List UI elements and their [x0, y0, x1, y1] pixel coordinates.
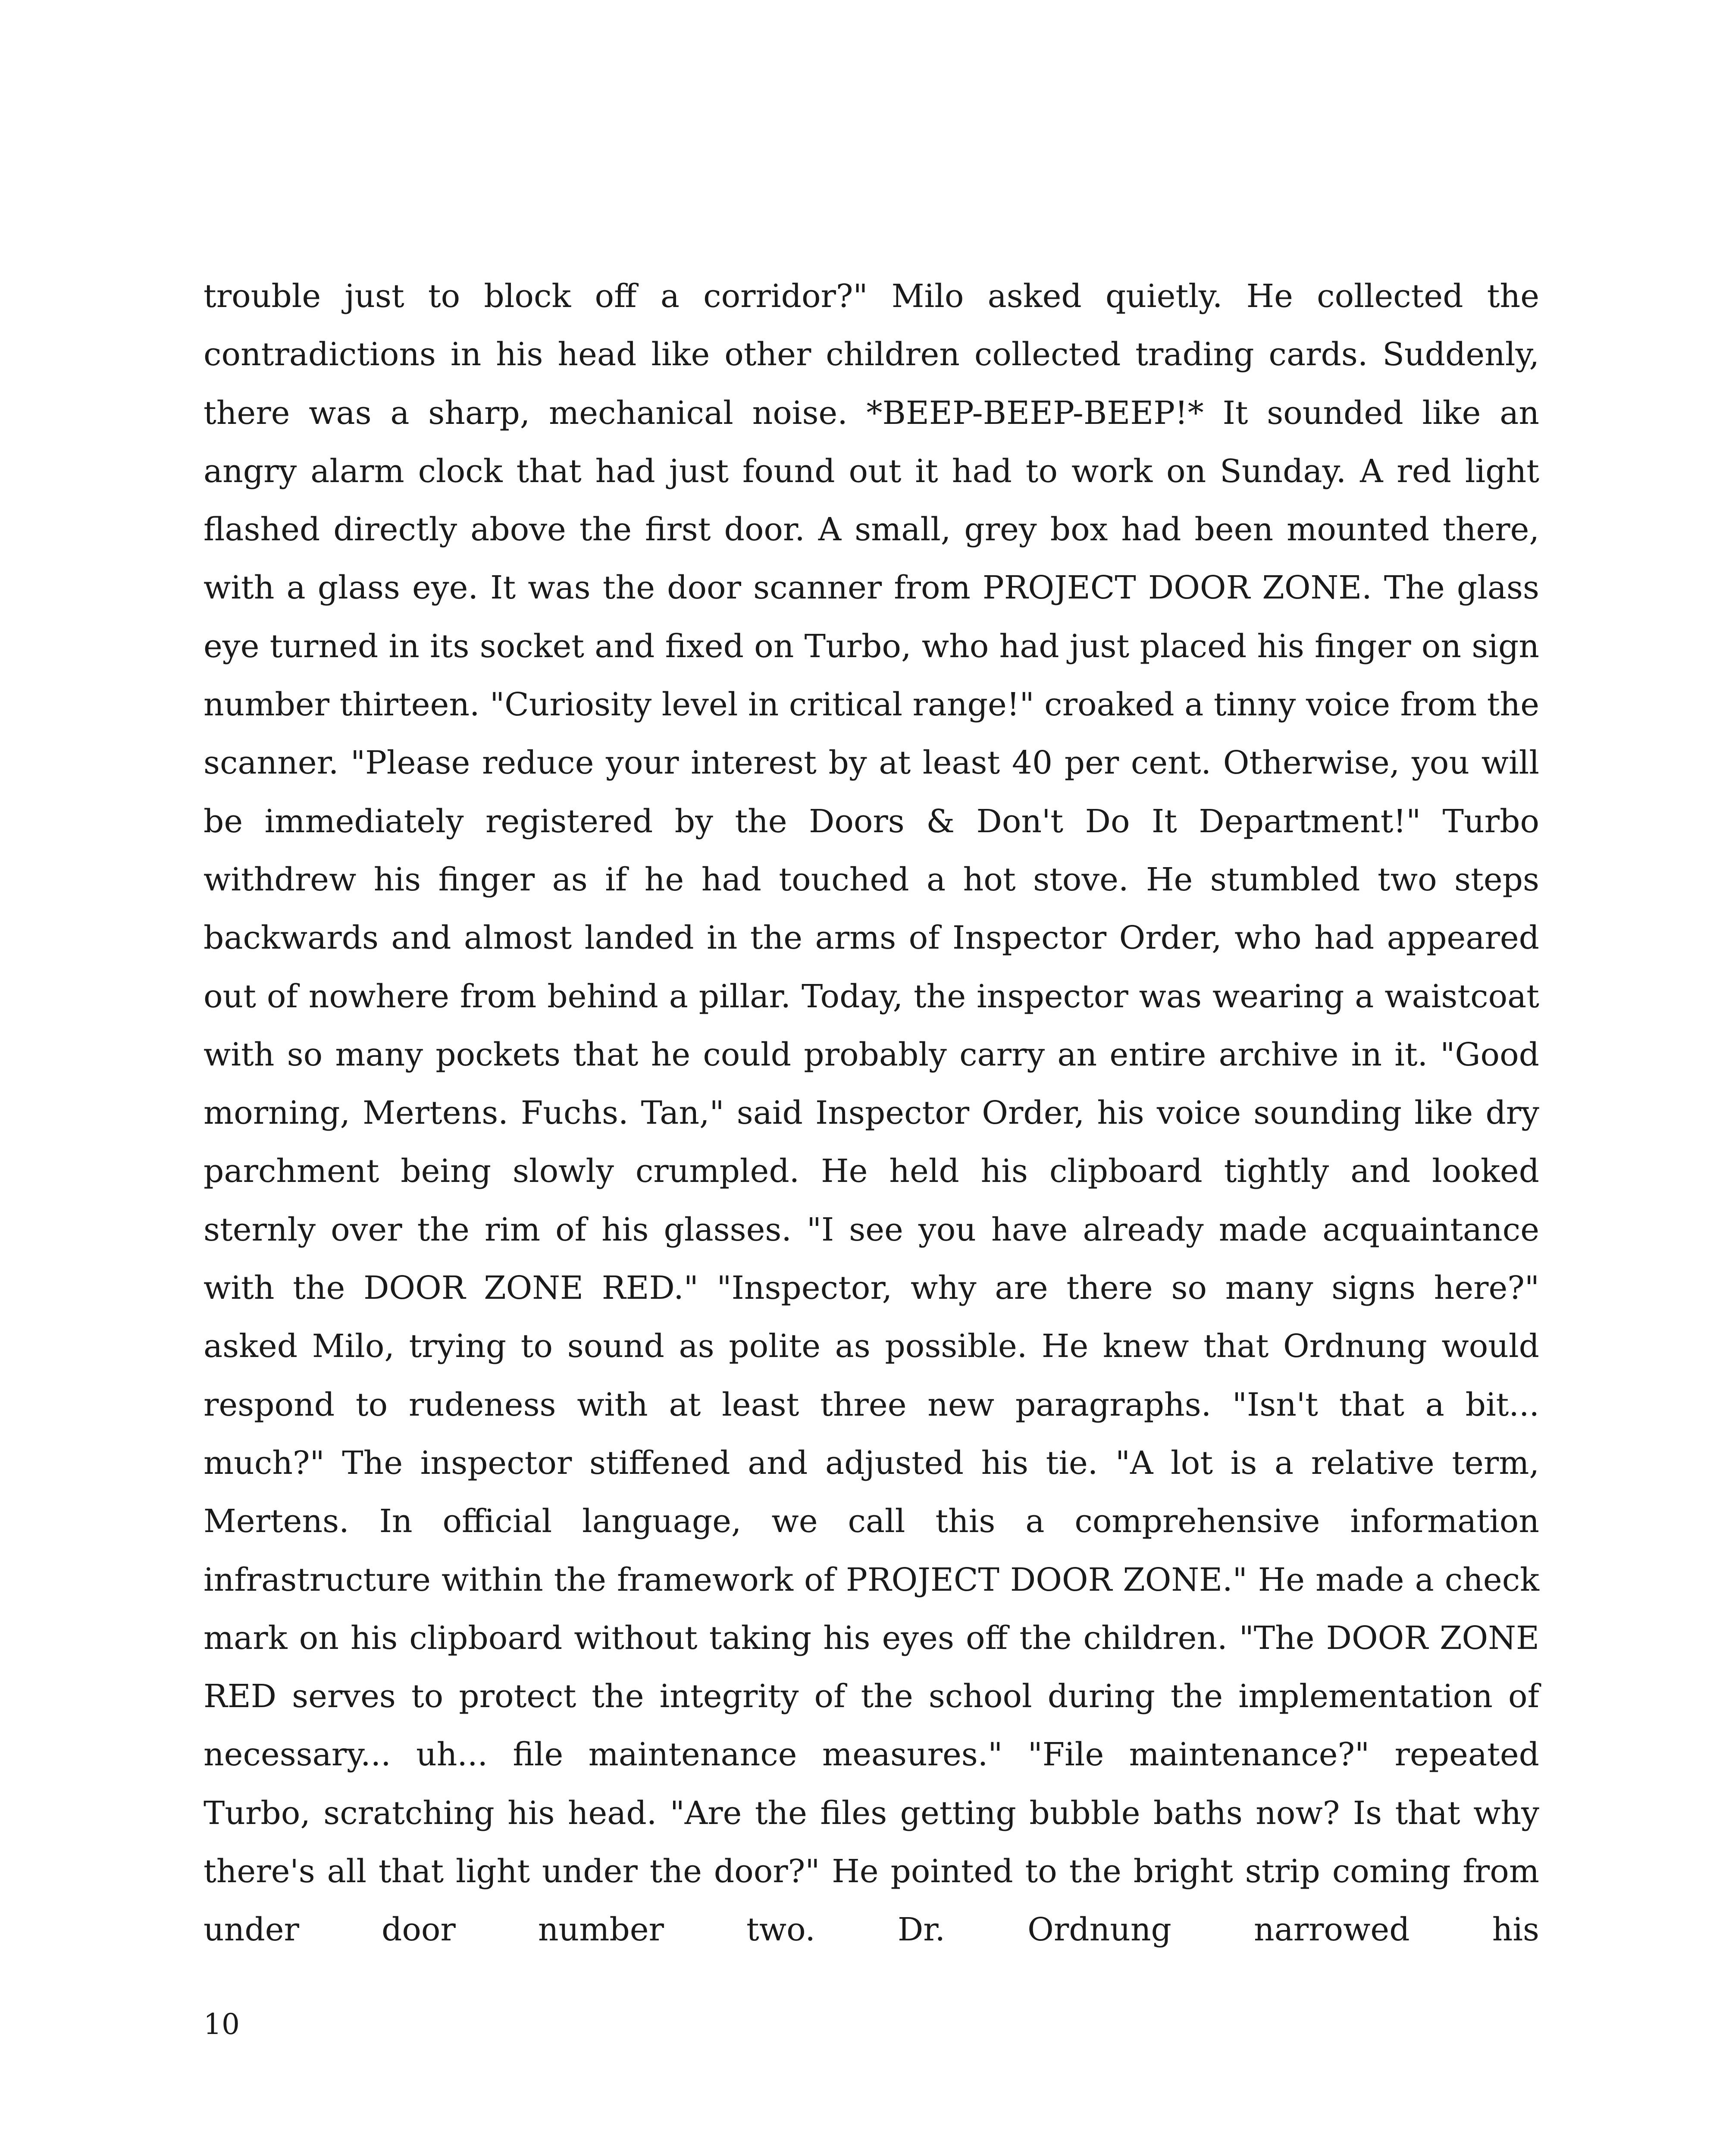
page-number: 10 — [204, 2008, 240, 2041]
body-paragraph: trouble just to block off a corridor?" Milo asked quietly. He collected the contradictions in his head like other children collected trading cards. Suddenly, there was a sharp, mechanical noise. *BEEP-BEEP-BEEP!* It sounded like an angry alarm clock that had just found out it had to work on Sunday. A red light flashed directly above the first door. A small, grey box had been mounted there, with a glass eye. It was the door scanner from PROJECT DOOR ZONE. The glass eye turned in its socket and fixed on Turbo, who had just placed his finger on sign number thirteen. "Curiosity level in critical range!" croaked a tinny voice from the scanner. "Please reduce your interest by at least 40 per cent. Otherwise, you will be immediately registered by the Doors & Don't Do It Department!" Turbo withdrew his finger as if he had touched a hot stove. He stumbled two steps backwards and almost landed in the arms of Inspector Order, who had appeared out of nowhere from behind a pillar. Today, the inspector was wearing a waistcoat with so many pockets that he could probably carry an entire archive in it. "Good morning, Mertens. Fuchs. Tan," said Inspector Order, his voice sounding like dry parchment being slowly crumpled. He held his clipboard tightly and looked sternly over the rim of his glasses. "I see you have already made acquaintance with the DOOR ZONE RED." "Inspector, why are there so many signs here?" asked Milo, trying to sound as polite as possible. He knew that Ordnung would respond to rudeness with at least three new paragraphs. "Isn't that a bit... much?" The inspector stiffened and adjusted his tie. "A lot is a relative term, Mertens. In official language, we call this a comprehensive information infrastructure within the framework of PROJECT DOOR ZONE." He made a check mark on his clipboard without taking his eyes off the children. "The DOOR ZONE RED serves to protect the integrity of the school during the implementation of necessary... uh... file maintenance measures." "File maintenance?" repeated Turbo, scratching his head. "Are the files getting bubble baths now? Is that why there's all that light under the door?" He pointed to the bright strip coming from under door number two. Dr. Ordnung narrowed his — [204, 278, 1539, 1949]
